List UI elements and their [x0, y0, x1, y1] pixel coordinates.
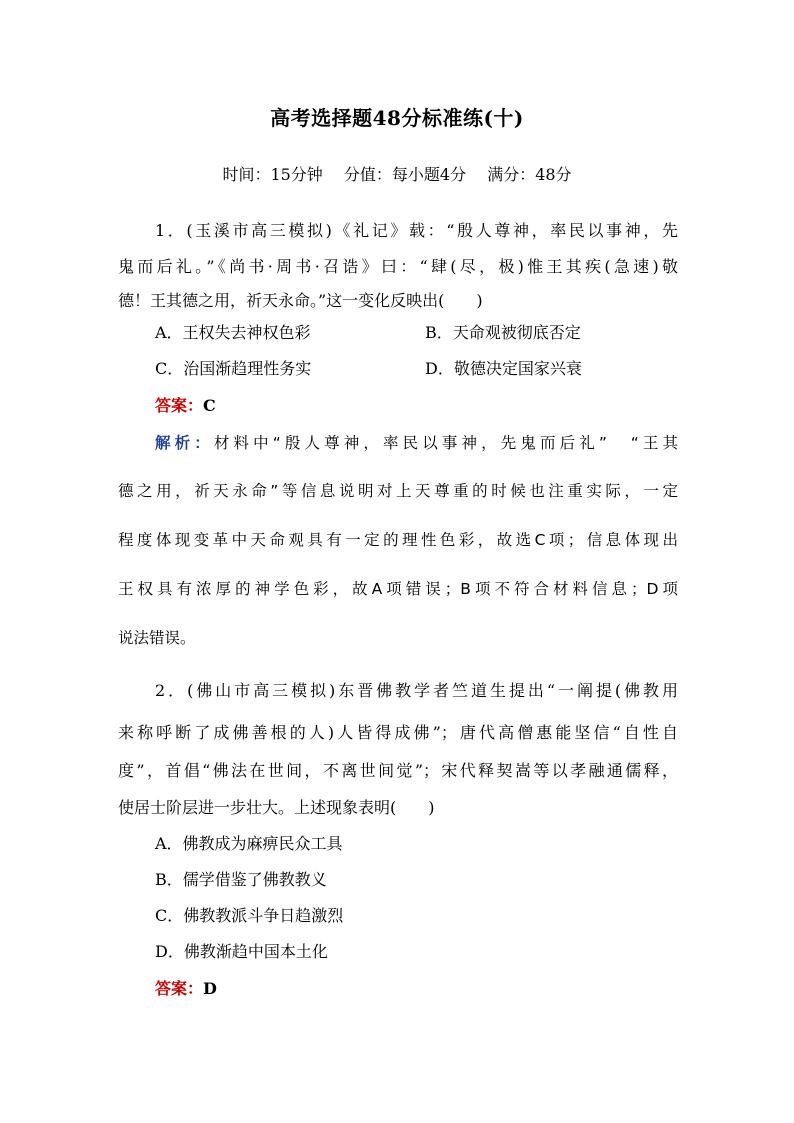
q1-answer [155, 393, 678, 416]
q2-answer-value: D [203, 979, 217, 998]
q1-explanation-label: 解析： [155, 434, 214, 452]
q2-answer [155, 976, 678, 999]
time-info: 时间：15分钟 [222, 165, 323, 184]
q2-option-b: B．儒学借鉴了佛教教义 [155, 870, 327, 889]
q1-answer-value: C [203, 396, 216, 415]
q2-option-c: C．佛教教派斗争日趋激烈 [155, 906, 344, 925]
q2-option-d: D．佛教渐趋中国本土化 [155, 942, 328, 961]
full-score-info: 满分：48分 [487, 165, 572, 184]
q1-option-c: C．治国渐趋理性务实 [155, 359, 312, 378]
q1-option-b: B．天命观被彻底否定 [425, 323, 581, 342]
q1-explanation-line-5: 说法错误。 [118, 629, 196, 647]
q2-stem-line-2: 来称呼断了成佛善根的人)人皆得成佛”；唐代高僧惠能坚信“自性自 [118, 723, 678, 742]
score-info: 分值：每小题4分 [343, 165, 467, 184]
q2-stem-line-3: 度”，首倡“佛法在世间，不离世间觉”；宋代释契嵩等以孝融通儒释， [118, 761, 678, 780]
q1-explanation-line-3: 程度体现变革中天命观具有一定的理性色彩，故选C项；信息体现出 [118, 531, 678, 549]
page-title: 高考选择题48分标准练(十) [270, 106, 524, 130]
q2-stem-line-4: 使居士阶层进一步壮大。上述现象表明( ) [118, 798, 435, 817]
q1-explanation-line-4: 王权具有浓厚的神学色彩，故A项错误；B项不符合材料信息；D项 [118, 580, 678, 598]
q1-stem-line-1: 1．(玉溪市高三模拟)《礼记》载：“殷人尊神，率民以事神，先 [155, 221, 678, 240]
q1-explanation-text-1: 材料中“殷人尊神，率民以事神，先鬼而后礼” “王其 [213, 434, 678, 452]
q1-option-a: A．王权失去神权色彩 [155, 323, 311, 342]
q1-explanation-line-1 [155, 431, 678, 453]
q1-option-d: D．敬德决定国家兴衰 [425, 359, 582, 378]
q2-stem-line-1: 2．(佛山市高三模拟)东晋佛教学者竺道生提出“一阐提(佛教用 [155, 681, 678, 700]
q2-answer-label: 答案： [155, 979, 204, 998]
q1-explanation-line-2: 德之用，祈天永命”等信息说明对上天尊重的时候也注重实际，一定 [118, 482, 678, 500]
q1-stem-line-2: 鬼而后礼。”《尚书·周书·召诰》曰：“肆(尽，极)惟王其疾(急速)敬 [118, 257, 678, 276]
q1-answer-label: 答案： [155, 396, 204, 415]
exam-meta [0, 162, 794, 185]
q1-stem-line-3: 德！王其德之用，祈天永命。”这一变化反映出( ) [118, 291, 483, 310]
q2-option-a: A．佛教成为麻痹民众工具 [155, 834, 343, 853]
